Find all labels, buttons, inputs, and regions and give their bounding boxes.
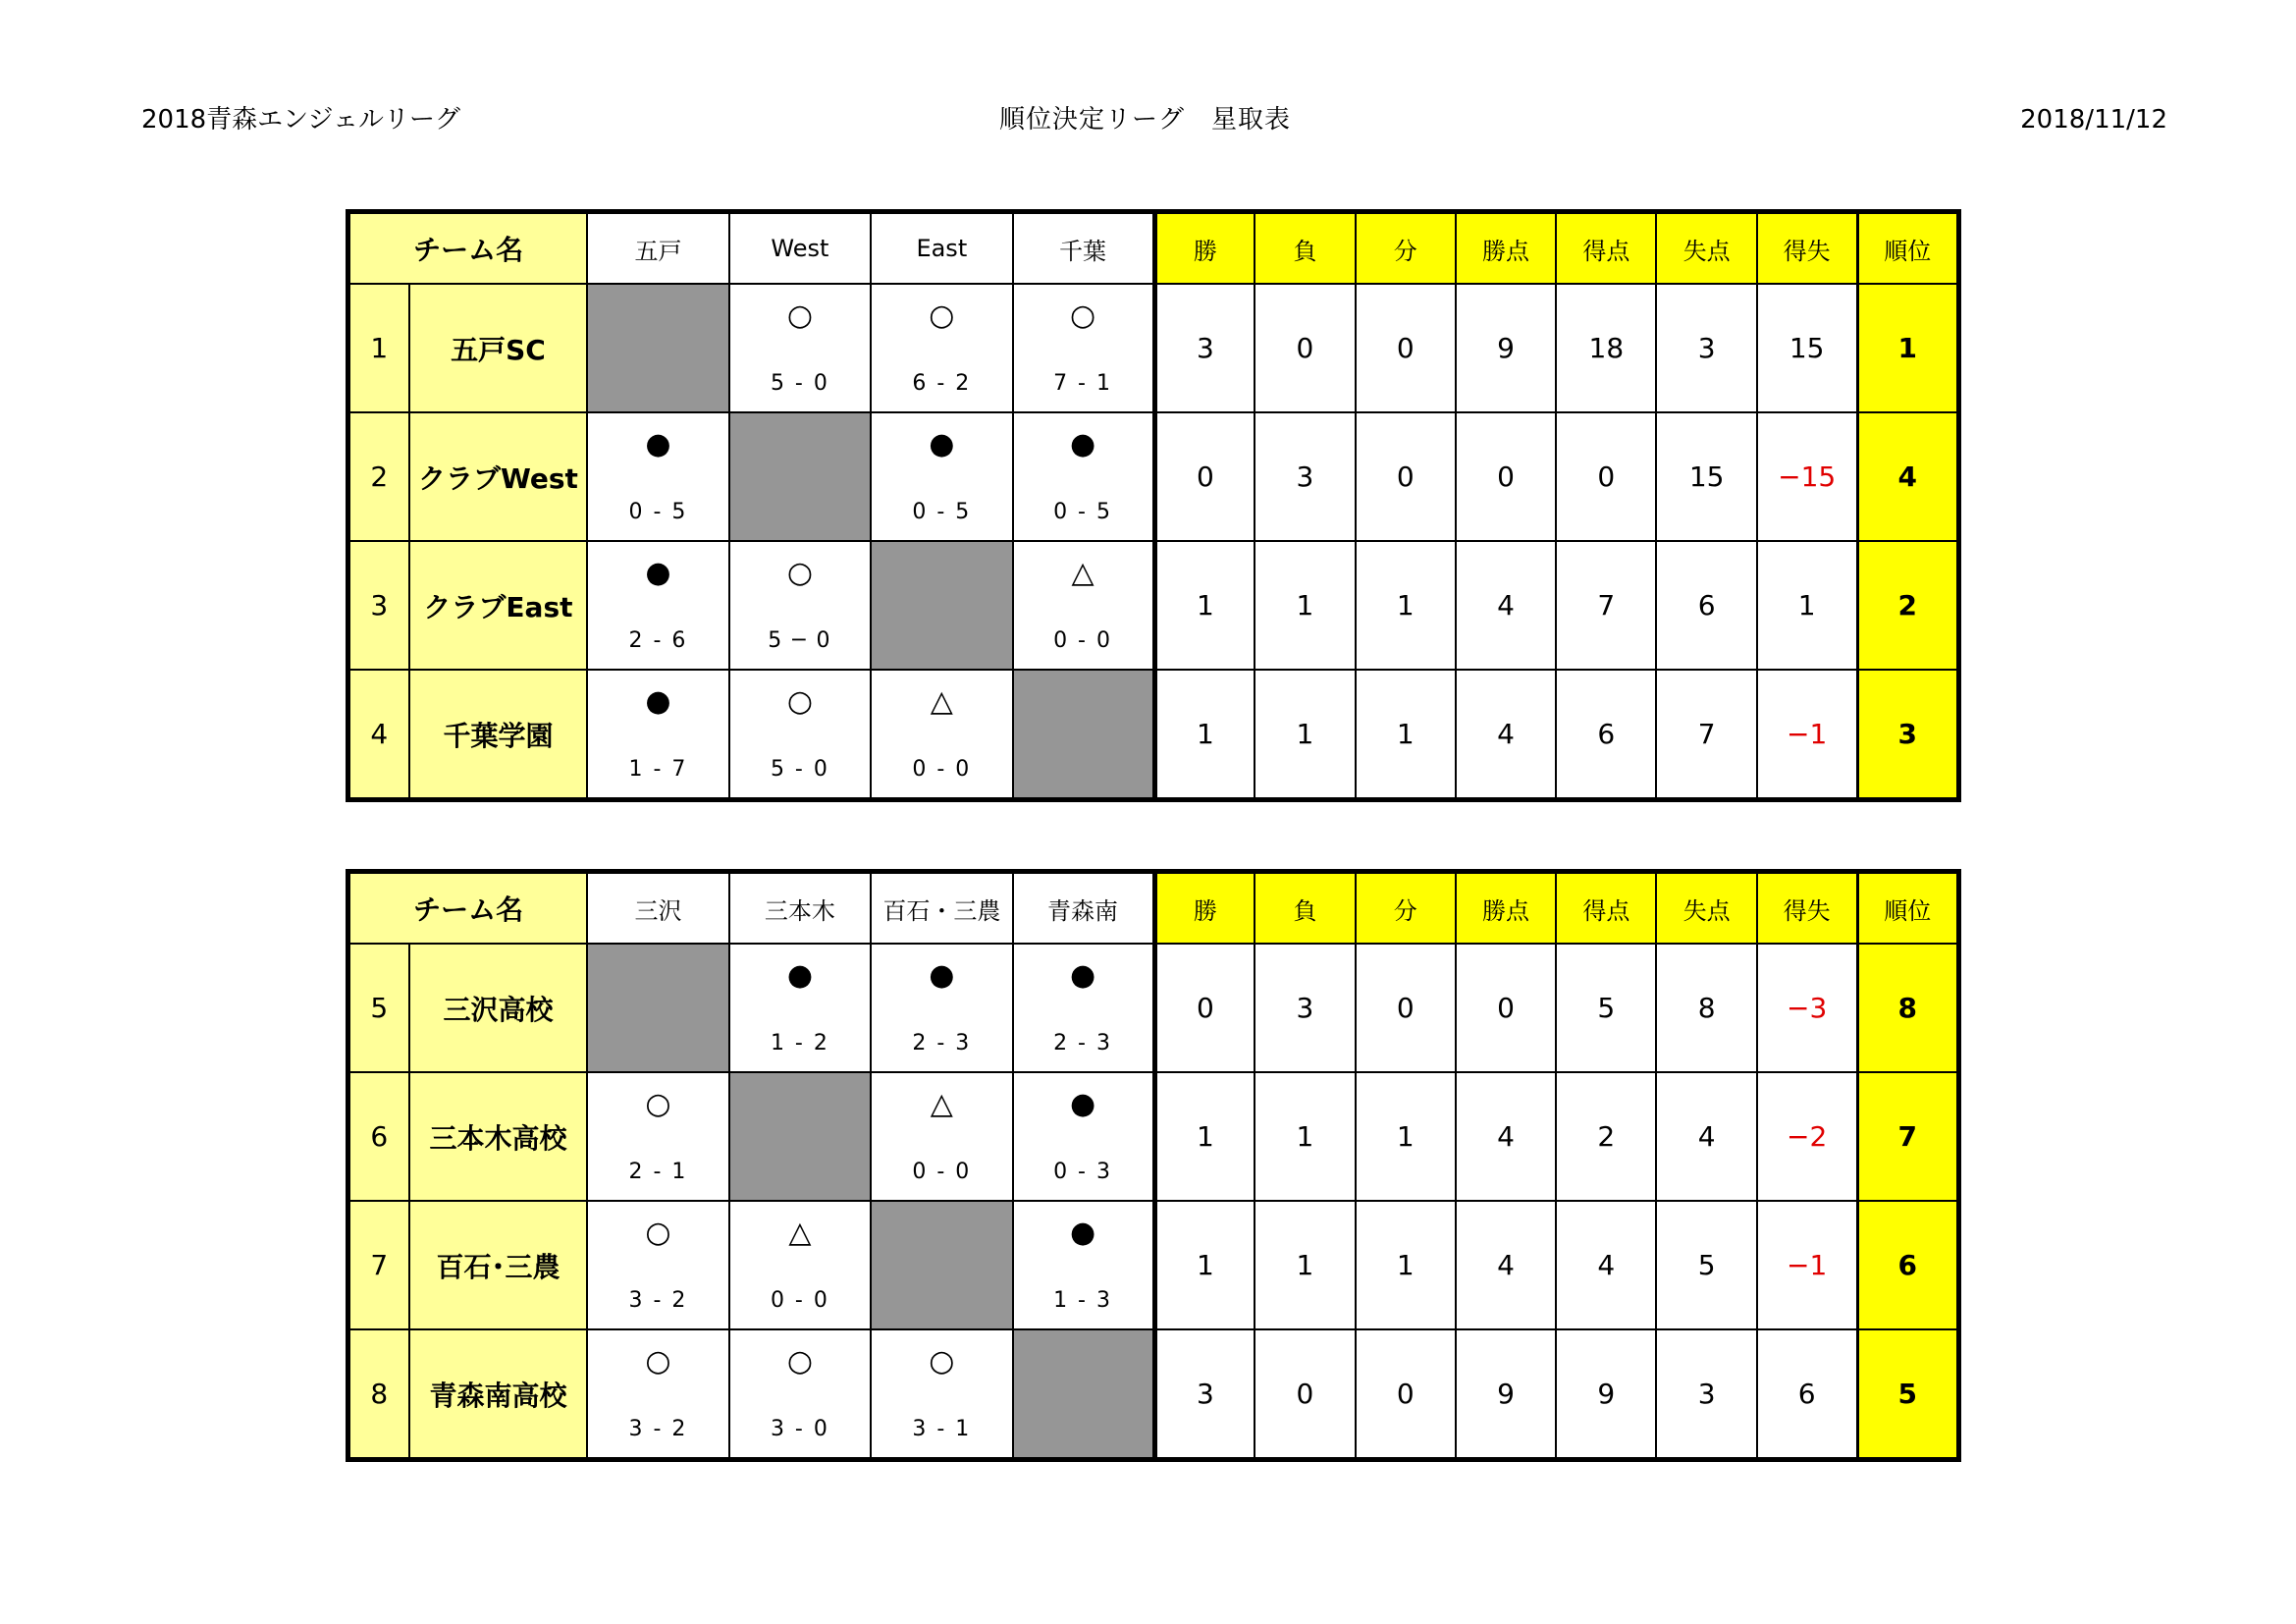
stat-header: 得点 — [1556, 872, 1656, 945]
goals-for: 9 — [1556, 1329, 1656, 1460]
goal-difference: −15 — [1757, 412, 1857, 541]
wins: 3 — [1154, 1329, 1255, 1460]
result-mark: ● — [1069, 1087, 1096, 1121]
goals-against: 5 — [1656, 1201, 1756, 1329]
team-number: 8 — [348, 1329, 409, 1460]
goal-difference: −1 — [1757, 670, 1857, 800]
result-mark: ○ — [1069, 298, 1096, 333]
result-mark: ○ — [929, 1344, 955, 1379]
draws: 0 — [1356, 412, 1456, 541]
losses: 3 — [1255, 944, 1355, 1072]
stat-header: 得点 — [1556, 212, 1656, 285]
goals-against: 3 — [1656, 1329, 1756, 1460]
result-mark: ● — [1069, 427, 1096, 461]
goals-against: 4 — [1656, 1072, 1756, 1201]
losses: 1 — [1255, 670, 1355, 800]
match-result-cell — [729, 1329, 871, 1460]
match-result-cell — [1013, 284, 1154, 412]
result-mark: ● — [645, 684, 671, 719]
team-name-header: チーム名 — [348, 212, 588, 285]
stat-header: 得失 — [1757, 872, 1857, 945]
match-result-cell — [729, 944, 871, 1072]
rank: 8 — [1857, 944, 1958, 1072]
goal-difference: 6 — [1757, 1329, 1857, 1460]
result-mark: ○ — [786, 684, 813, 719]
stat-header: 分 — [1356, 872, 1456, 945]
match-result-cell — [871, 412, 1012, 541]
goals-for: 2 — [1556, 1072, 1656, 1201]
self-match-cell — [587, 944, 728, 1072]
goal-difference: 15 — [1757, 284, 1857, 412]
team-name-header: チーム名 — [348, 872, 588, 945]
result-mark: ● — [786, 958, 813, 993]
team-name: 百石･三農 — [409, 1201, 588, 1329]
team-number: 3 — [348, 541, 409, 670]
stat-header: 失点 — [1656, 212, 1756, 285]
stat-header: 分 — [1356, 212, 1456, 285]
self-match-cell — [587, 284, 728, 412]
goals-against: 3 — [1656, 284, 1756, 412]
result-mark: ○ — [645, 1216, 671, 1250]
team-name: 三沢高校 — [409, 944, 588, 1072]
result-mark: ● — [1069, 1216, 1096, 1250]
result-mark: ○ — [645, 1344, 671, 1379]
team-number: 1 — [348, 284, 409, 412]
match-result-cell — [1013, 541, 1154, 670]
stat-header: 順位 — [1857, 872, 1958, 945]
wins: 1 — [1154, 1201, 1255, 1329]
goals-against: 6 — [1656, 541, 1756, 670]
goals-against: 8 — [1656, 944, 1756, 1072]
match-result-cell — [871, 1329, 1012, 1460]
goal-difference: −2 — [1757, 1072, 1857, 1201]
match-score: 7 - 1 — [1053, 371, 1112, 396]
draws: 1 — [1356, 670, 1456, 800]
match-result-cell — [729, 670, 871, 800]
match-result-cell — [871, 284, 1012, 412]
wins: 1 — [1154, 541, 1255, 670]
team-name: クラブWest — [409, 412, 588, 541]
losses: 0 — [1255, 1329, 1355, 1460]
draws: 1 — [1356, 1201, 1456, 1329]
result-mark: ○ — [786, 1344, 813, 1379]
team-row — [348, 1201, 1959, 1329]
match-result-cell — [729, 541, 871, 670]
match-score: 2 - 3 — [912, 1031, 972, 1056]
result-mark: ○ — [786, 556, 813, 590]
opponent-header: 五戸 — [587, 212, 728, 285]
result-mark: △ — [930, 1087, 953, 1121]
goals-for: 18 — [1556, 284, 1656, 412]
result-mark: △ — [788, 1216, 812, 1250]
match-score: 3 - 1 — [912, 1417, 972, 1441]
opponent-header: 千葉 — [1013, 212, 1154, 285]
header-row — [348, 212, 1959, 285]
stat-header: 失点 — [1656, 872, 1756, 945]
team-name: 三本木高校 — [409, 1072, 588, 1201]
wins: 0 — [1154, 412, 1255, 541]
self-match-cell — [1013, 670, 1154, 800]
match-score: 2 - 1 — [628, 1160, 688, 1184]
losses: 1 — [1255, 1072, 1355, 1201]
team-row — [348, 412, 1959, 541]
losses: 3 — [1255, 412, 1355, 541]
rank: 1 — [1857, 284, 1958, 412]
team-name: 千葉学園 — [409, 670, 588, 800]
stat-header: 勝点 — [1456, 872, 1556, 945]
match-score: 0 - 0 — [770, 1288, 829, 1313]
result-mark: ● — [1069, 958, 1096, 993]
points: 9 — [1456, 284, 1556, 412]
doc-date: 2018/11/12 — [2020, 105, 2167, 135]
stat-header: 順位 — [1857, 212, 1958, 285]
match-result-cell — [587, 1072, 728, 1201]
points: 4 — [1456, 1072, 1556, 1201]
self-match-cell — [1013, 1329, 1154, 1460]
stat-header: 勝点 — [1456, 212, 1556, 285]
team-number: 4 — [348, 670, 409, 800]
points: 4 — [1456, 670, 1556, 800]
result-mark: △ — [930, 684, 953, 719]
opponent-header: 青森南 — [1013, 872, 1154, 945]
opponent-header: 三沢 — [587, 872, 728, 945]
match-score: 2 - 3 — [1053, 1031, 1112, 1056]
goal-difference: −3 — [1757, 944, 1857, 1072]
match-result-cell — [871, 1072, 1012, 1201]
wins: 0 — [1154, 944, 1255, 1072]
match-score: 3 - 0 — [770, 1417, 829, 1441]
match-result-cell — [587, 1329, 728, 1460]
match-score: 5 - 0 — [770, 371, 829, 396]
match-score: 0 - 0 — [1053, 628, 1112, 653]
goal-difference: 1 — [1757, 541, 1857, 670]
team-number: 2 — [348, 412, 409, 541]
wins: 1 — [1154, 1072, 1255, 1201]
losses: 0 — [1255, 284, 1355, 412]
match-score: 0 - 0 — [912, 1160, 972, 1184]
standings-table-2 — [346, 869, 1961, 1462]
match-result-cell — [587, 670, 728, 800]
match-result-cell — [871, 670, 1012, 800]
match-score: 0 - 3 — [1053, 1160, 1112, 1184]
stat-header: 負 — [1255, 212, 1355, 285]
match-score: 2 - 6 — [628, 628, 688, 653]
draws: 1 — [1356, 541, 1456, 670]
match-result-cell — [729, 1201, 871, 1329]
match-score: 0 - 5 — [628, 500, 688, 524]
team-name: 五戸SC — [409, 284, 588, 412]
opponent-header: 百石・三農 — [871, 872, 1012, 945]
self-match-cell — [729, 1072, 871, 1201]
doc-title: 2018青森エンジェルリーグ — [141, 105, 460, 135]
team-row — [348, 670, 1959, 800]
match-score: 5 - 0 — [770, 757, 829, 782]
rank: 5 — [1857, 1329, 1958, 1460]
goals-for: 6 — [1556, 670, 1656, 800]
stat-header: 負 — [1255, 872, 1355, 945]
match-result-cell — [587, 412, 728, 541]
stat-header: 勝 — [1154, 872, 1255, 945]
wins: 1 — [1154, 670, 1255, 800]
result-mark: ● — [645, 427, 671, 461]
match-score: 3 - 2 — [628, 1417, 688, 1441]
match-result-cell — [1013, 1201, 1154, 1329]
draws: 0 — [1356, 944, 1456, 1072]
result-mark: ● — [929, 427, 955, 461]
match-result-cell — [871, 944, 1012, 1072]
team-row — [348, 1072, 1959, 1201]
goals-for: 7 — [1556, 541, 1656, 670]
result-mark: △ — [1071, 556, 1095, 590]
rank: 2 — [1857, 541, 1958, 670]
match-result-cell — [1013, 944, 1154, 1072]
self-match-cell — [871, 541, 1012, 670]
result-mark: ● — [929, 958, 955, 993]
team-name: クラブEast — [409, 541, 588, 670]
match-score: 0 - 0 — [912, 757, 972, 782]
goals-against: 15 — [1656, 412, 1756, 541]
losses: 1 — [1255, 1201, 1355, 1329]
goal-difference: −1 — [1757, 1201, 1857, 1329]
team-row — [348, 944, 1959, 1072]
team-row — [348, 541, 1959, 670]
match-result-cell — [1013, 1072, 1154, 1201]
self-match-cell — [871, 1201, 1012, 1329]
team-number: 5 — [348, 944, 409, 1072]
result-mark: ○ — [645, 1087, 671, 1121]
goals-for: 0 — [1556, 412, 1656, 541]
stat-header: 勝 — [1154, 212, 1255, 285]
opponent-header: East — [871, 212, 1012, 285]
result-mark: ○ — [786, 298, 813, 333]
draws: 1 — [1356, 1072, 1456, 1201]
draws: 0 — [1356, 1329, 1456, 1460]
points: 4 — [1456, 541, 1556, 670]
rank: 4 — [1857, 412, 1958, 541]
team-row — [348, 284, 1959, 412]
stat-header: 得失 — [1757, 212, 1857, 285]
match-score: 3 - 2 — [628, 1288, 688, 1313]
wins: 3 — [1154, 284, 1255, 412]
rank: 6 — [1857, 1201, 1958, 1329]
team-number: 7 — [348, 1201, 409, 1329]
points: 9 — [1456, 1329, 1556, 1460]
rank: 3 — [1857, 670, 1958, 800]
result-mark: ● — [645, 556, 671, 590]
team-number: 6 — [348, 1072, 409, 1201]
rank: 7 — [1857, 1072, 1958, 1201]
match-score: 6 - 2 — [912, 371, 972, 396]
match-result-cell — [587, 541, 728, 670]
match-score: 0 - 5 — [1053, 500, 1112, 524]
match-score: 1 - 3 — [1053, 1288, 1112, 1313]
match-result-cell — [1013, 412, 1154, 541]
table-title: 順位決定リーグ 星取表 — [999, 105, 1292, 135]
goals-against: 7 — [1656, 670, 1756, 800]
standings-table-1 — [346, 209, 1961, 802]
match-score: 1 - 2 — [770, 1031, 829, 1056]
points: 0 — [1456, 412, 1556, 541]
goals-for: 5 — [1556, 944, 1656, 1072]
match-score: 5 ─ 0 — [768, 628, 832, 653]
match-score: 0 - 5 — [912, 500, 972, 524]
opponent-header: 三本木 — [729, 872, 871, 945]
self-match-cell — [729, 412, 871, 541]
match-score: 1 - 7 — [628, 757, 688, 782]
points: 0 — [1456, 944, 1556, 1072]
match-result-cell — [729, 284, 871, 412]
result-mark: ○ — [929, 298, 955, 333]
team-row — [348, 1329, 1959, 1460]
points: 4 — [1456, 1201, 1556, 1329]
match-result-cell — [587, 1201, 728, 1329]
losses: 1 — [1255, 541, 1355, 670]
draws: 0 — [1356, 284, 1456, 412]
opponent-header: West — [729, 212, 871, 285]
team-name: 青森南高校 — [409, 1329, 588, 1460]
goals-for: 4 — [1556, 1201, 1656, 1329]
header-row — [348, 872, 1959, 945]
